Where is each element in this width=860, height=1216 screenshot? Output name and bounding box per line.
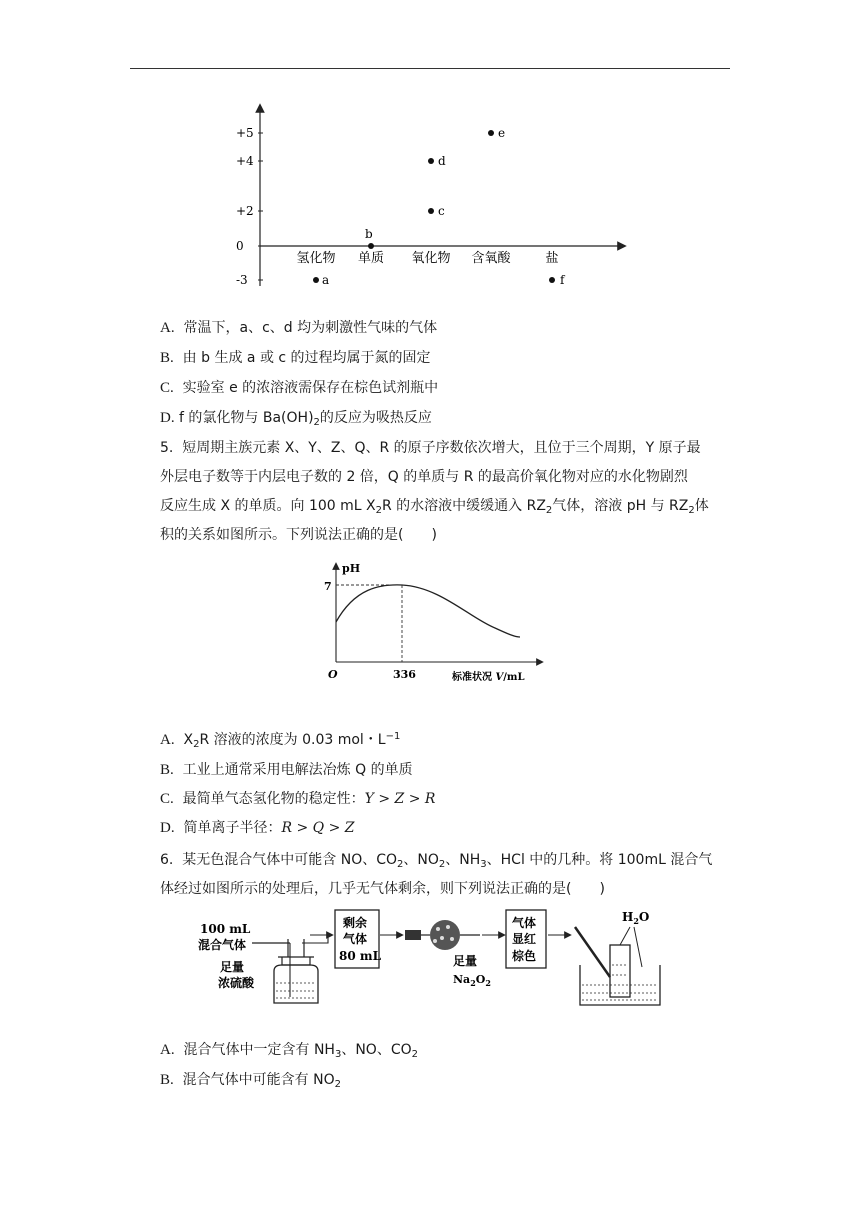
point-d (428, 158, 434, 164)
q5-stem-line-4: 积的关系如图所示。下列说法正确的是( ) (160, 527, 437, 543)
q5-stem-line-2: 外层电子数等于内层电子数的 2 倍，Q 的单质与 R 的最高价氧化物对应的水化物剧烈 (160, 469, 688, 485)
svg-text:气体: 气体 (512, 916, 537, 930)
wash-bottle (274, 935, 328, 1003)
y-tick-label: +4 (236, 154, 254, 168)
valence-chart (230, 100, 630, 300)
na2o2-label-1: 足量 (453, 954, 478, 968)
point-label-c: c (438, 204, 445, 218)
acid-label-2: 浓硫酸 (218, 976, 255, 990)
point-label-a: a (322, 273, 330, 287)
svg-text:剩余: 剩余 (343, 916, 368, 930)
q5-option-a: A. $X_2R$ 溶液的浓度为 0.03 mol・$L^{-1}$ (160, 731, 401, 750)
point-label-b: b (365, 227, 373, 241)
q5-stem-line-3: 反应生成 X 的单质。向 100 mL $X_2R$ 的水溶液中缓缓通入 $RZ_2$气体，溶液 pH 与 $RZ_2$体 (160, 498, 709, 516)
q5-option-d: D. 简单离子半径：R > Q > Z (160, 820, 355, 836)
point-f (549, 277, 555, 283)
na2o2-label-2: $Na_2O_2$ (453, 973, 491, 988)
q6-option-b: B. 混合气体中可能含有 $NO_2$ (160, 1072, 341, 1090)
q6-stem-line-2: 体经过如图所示的处理后，几乎无气体剩余，则下列说法正确的是( ) (160, 881, 605, 897)
svg-text:气体: 气体 (343, 932, 368, 946)
ph-chart (320, 560, 550, 690)
point-label-f: f (560, 273, 565, 287)
q6-option-a: A. 混合气体中一定含有 $NH_3$、NO、$CO_2$ (160, 1042, 418, 1060)
point-a (313, 277, 319, 283)
inlet-label-2: 混合气体 (198, 938, 247, 952)
category-label: 含氧酸 (471, 251, 511, 266)
water-label: $H_2O$ (622, 910, 650, 926)
q4-option-a: A. 常温下，a、c、d 均为刺激性气味的气体 (160, 320, 438, 336)
water-trough (575, 927, 660, 1005)
svg-text:显红: 显红 (512, 932, 537, 946)
q5-number: 5. (160, 440, 174, 456)
q5-stem-line-1: 5. 短周期主族元素 X、Y、Z、Q、R 的原子序数依次增大，且位于三个周期，Y 原子最 (160, 440, 701, 456)
ph-ylabel: pH (342, 562, 361, 575)
point-label-e: e (498, 126, 506, 140)
svg-text:棕色: 棕色 (512, 949, 537, 963)
category-label: 氢化物 (296, 251, 336, 266)
point-e (488, 130, 494, 136)
ph-curve (336, 585, 520, 637)
category-label: 盐 (545, 251, 559, 266)
q6-stem-line-1: 6. 某无色混合气体中可能含 NO、$CO_2$、$NO_2$、$NH_3$、HCl 中的几种。将 100mL 混合气 (160, 852, 713, 870)
drying-tube (405, 920, 480, 950)
y-tick-label: +2 (236, 204, 254, 218)
acid-label-1: 足量 (220, 960, 245, 974)
apparatus-diagram (190, 905, 670, 1015)
header-rule (130, 68, 730, 69)
ph-x-tick: 336 (393, 668, 416, 681)
point-b (368, 243, 374, 249)
q4-option-c: C. 实验室 e 的浓溶液需保存在棕色试剂瓶中 (160, 380, 439, 396)
q4-option-b: B. 由 b 生成 a 或 c 的过程均属于氮的固定 (160, 350, 431, 366)
q5-option-b: B. 工业上通常采用电解法冶炼 Q 的单质 (160, 762, 413, 778)
inlet-label-1: 100 mL (200, 922, 251, 936)
point-c (428, 208, 434, 214)
q5-option-c: C. 最简单气态氢化物的稳定性：Y > Z > R (160, 791, 436, 807)
q6-number: 6. (160, 852, 174, 868)
ph-xlabel: 标准状况 V/mL (452, 672, 525, 683)
ph-origin: O (328, 668, 338, 681)
y-tick-label: +5 (236, 126, 254, 140)
ph-y-tick: 7 (324, 580, 332, 593)
svg-text:80 mL: 80 mL (339, 949, 382, 963)
y-tick-label: 0 (236, 239, 244, 253)
point-label-d: d (438, 154, 446, 168)
category-label: 氧化物 (411, 251, 451, 266)
category-label: 单质 (357, 251, 385, 266)
q4-option-d: D. f 的氯化物与 $Ba(OH)_2$的反应为吸热反应 (160, 410, 432, 428)
y-tick-label: -3 (236, 273, 248, 287)
